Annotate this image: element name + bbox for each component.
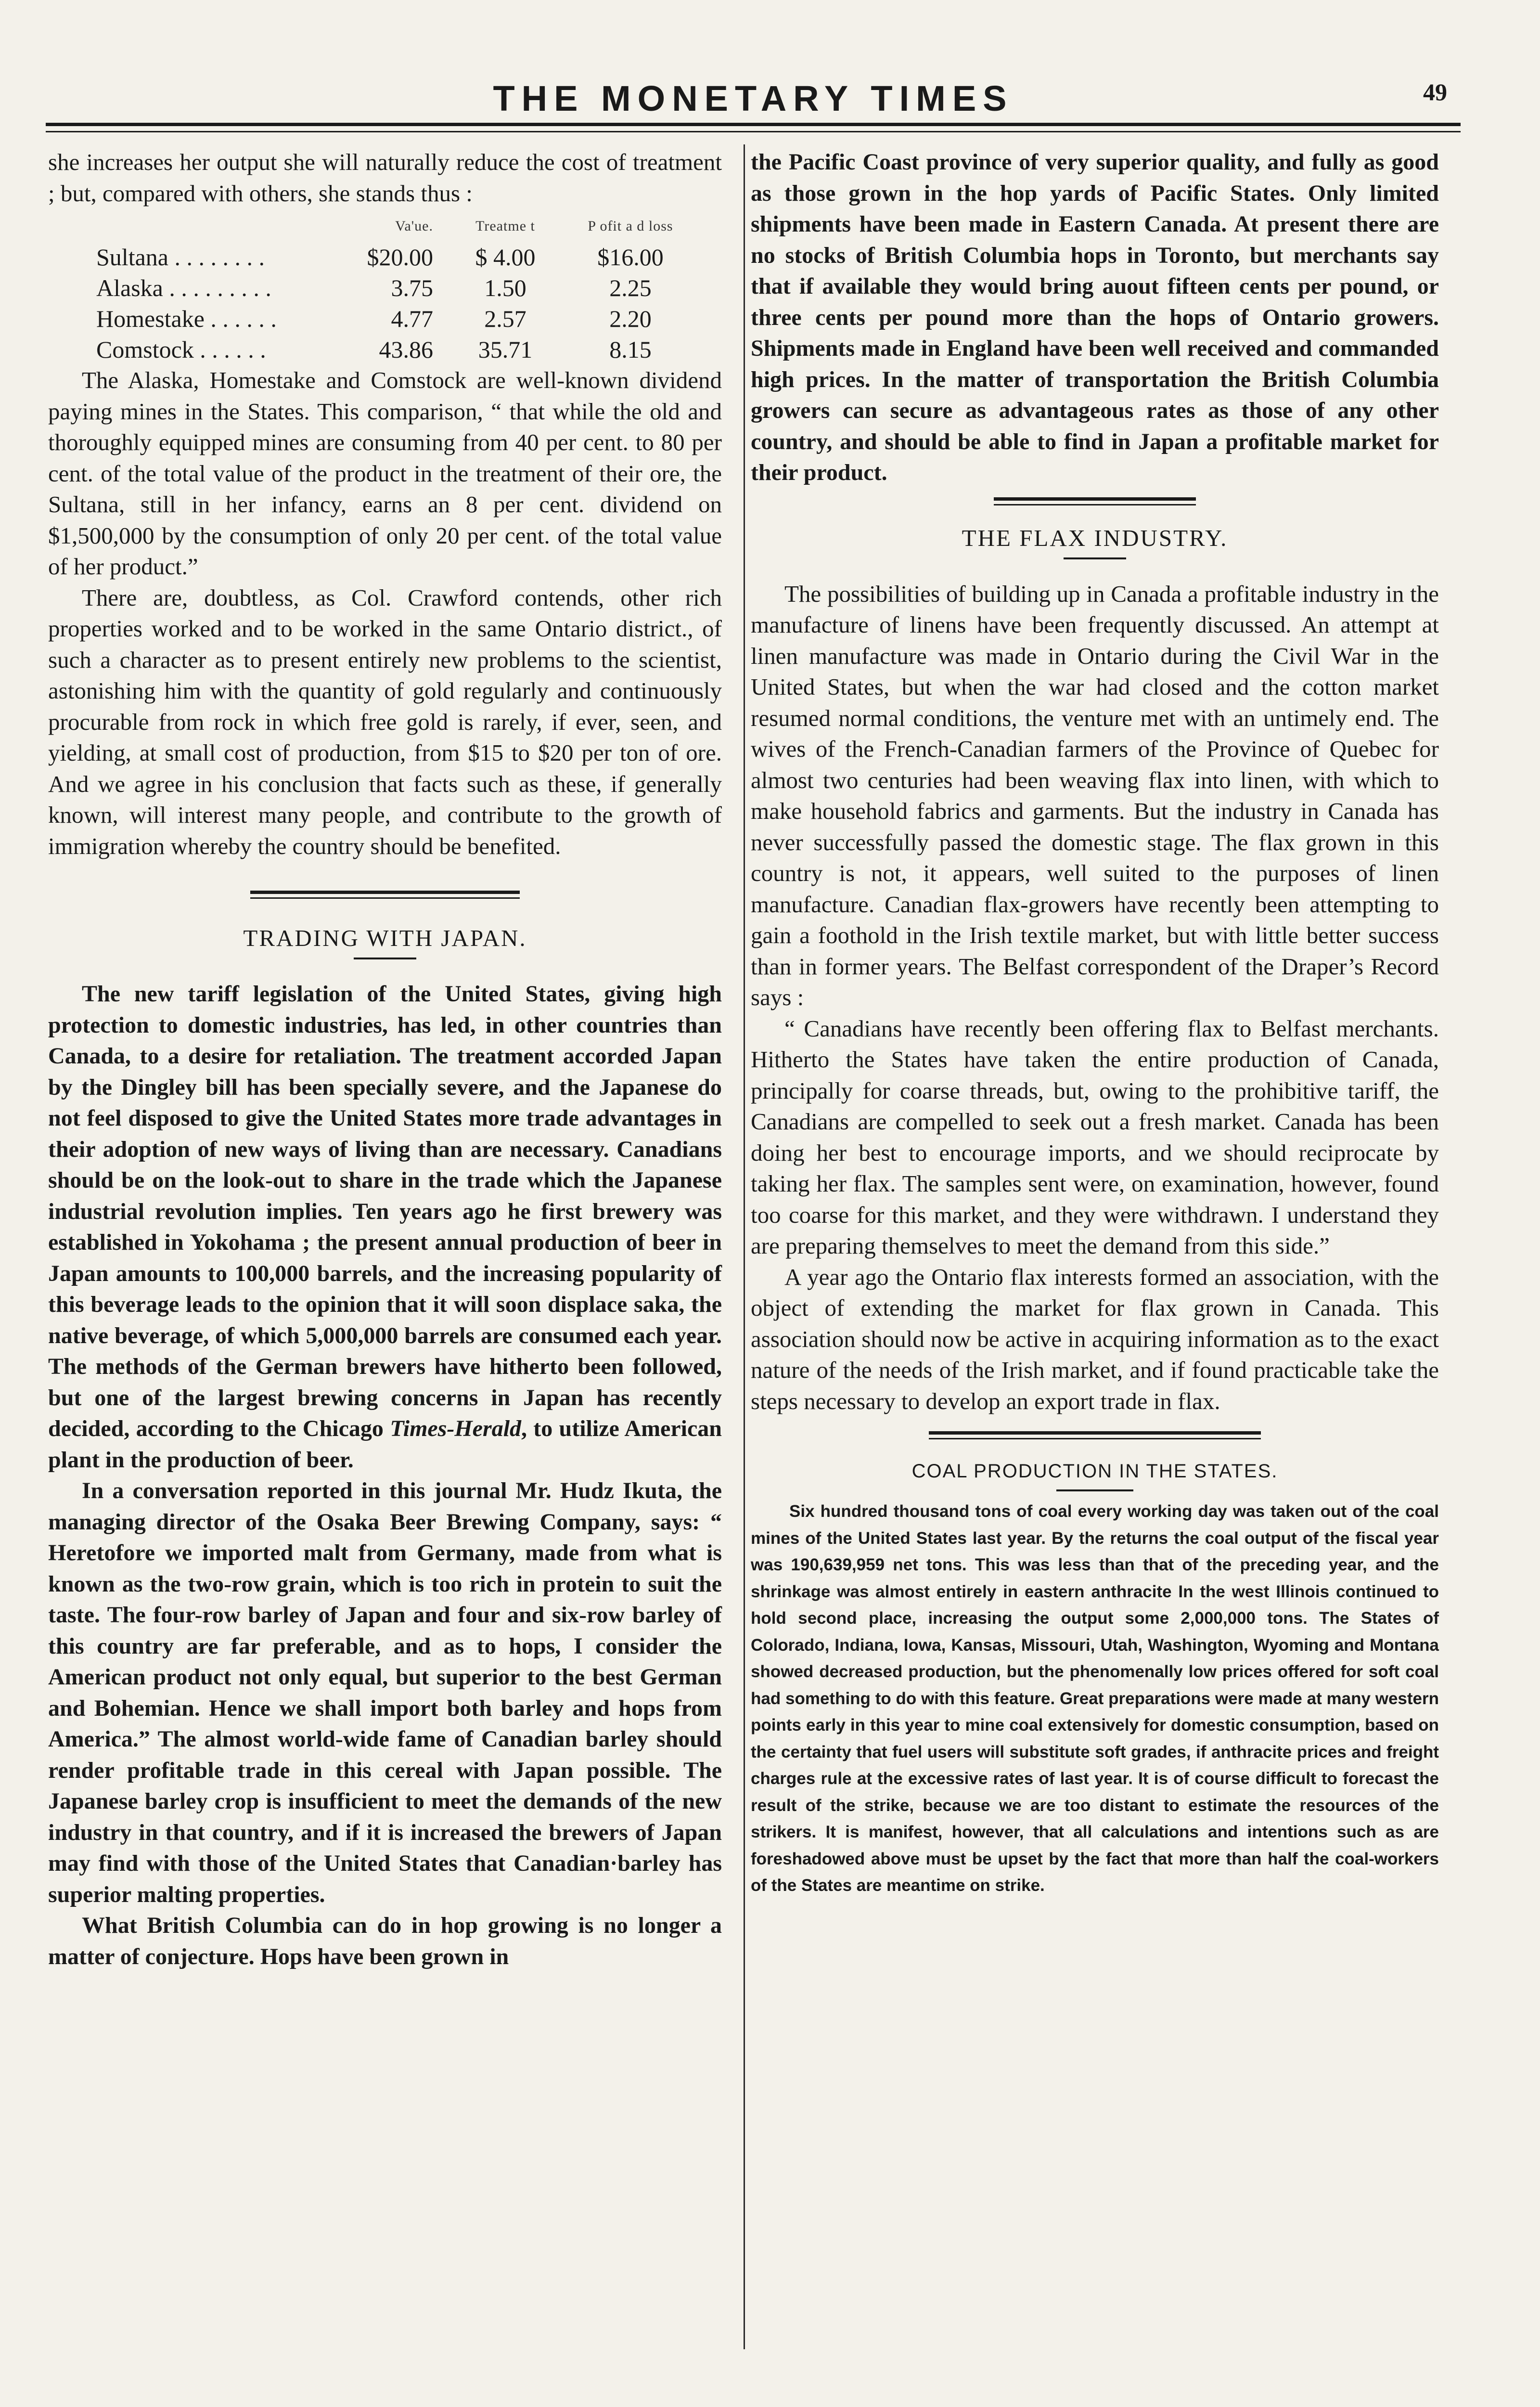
section-divider <box>994 497 1196 505</box>
coal-paragraph: Six hundred thousand tons of coal every working day was taken out of the coal mines of the United States last year. By the returns the coal output of the fiscal year was 190,639,959 net tons. This was less than that of the preceding year, and the shrinkage was almost entirely in eastern anthracite In the west Illinois continued to hold second place, increasing the output some 2,000,000 tons. The States of Colorado, Indiana, Iowa, Kansas, Missouri, Utah, Washington, Wyoming and Montana showed decreased production, but the phenomenally low prices offered for soft coal had something to do with this feature. Great preparations were made at many western points early in this year to mine coal extensively for domestic consumption, based on the certainty that fuel users will substitute soft grades, if anthracite prices and freight charges rule at the excessive rates of last year. It is of course difficult to forecast the result of the strike, because we are too distant to estimate the resources of the strikers. It is manifest, however, that all calculations and intentions such as are foreshadowed above must be upset by the fact that more than half the coal-workers of the States are meantime on strike. <box>751 1502 1439 1895</box>
column-divider <box>744 144 745 2349</box>
section-title-flax: THE FLAX INDUSTRY. <box>962 524 1228 551</box>
japan-paragraph-3: What British Columbia can do in hop growing is no longer a matter of conjecture. Hops have been grown in <box>48 1913 722 1969</box>
mine-profit: $16.00 <box>597 244 664 271</box>
mine-value: 43.86 <box>379 336 433 363</box>
table-row <box>96 272 693 303</box>
section-divider <box>250 891 520 899</box>
mine-name: Sultana . . . . . . . . <box>96 244 265 271</box>
page-number: 49 <box>1423 78 1447 105</box>
mine-treatment: 35.71 <box>478 336 533 363</box>
right-column <box>751 147 1439 1899</box>
mine-treatment: $ 4.00 <box>475 244 536 271</box>
title-underline <box>1056 1489 1133 1491</box>
table-row <box>96 303 693 334</box>
section-divider <box>929 1431 1261 1439</box>
flax-quote: “ Canadians have recently been offering flax to Belfast merchants. Hitherto the States have taken the entire production of Canada, principally for coarse threads, but, owing to the prohibitive tariff, the Canadians are compelled to seek out a fresh market. Canada has been doing her best to encourage imports, and we should reciprocate by taking her flax. The samples sent were, on examination, however, found too coarse for this market, and they were withdrawn. I understand they are preparing themselves to meet the demand from this side.” <box>751 1015 1439 1259</box>
japan-paragraph-2: In a conversation reported in this journal Mr. Hudz Ikuta, the managing director of the Osaka Beer Brewing Company, says: “ Heretofore we imported malt from Germany, made from what is known as the two-row grain, which is too rich in protein to suit the taste. The four-row barley of Japan and four and six-row barley of this country are far preferable, and as to hops, I consider the American product not only equal, but superior to the best German and Bohemian. Hence we shall import both barley and hops from America.” The almost world-wide fame of Canadian barley should render profitable trade in this cereal with Japan possible. The Japanese barley crop is insufficient to meet the demands of the new industry in that country, and if it is increased the brewers of Japan may find with those of the United States that Canadian·barley has superior malting properties. <box>48 1478 722 1907</box>
mine-profit: 2.25 <box>609 274 652 301</box>
flax-paragraph-1: The possibilities of building up in Canada a profitable industry in the manufacture of linens have been frequently discussed. An attempt at linen manufacture was made in Ontario during the Civil War in the United States, but when the war had closed and the cotton market resumed normal conditions, the venture met with an untimely end. The wives of the French-Canadian farmers of the Province of Quebec for almost two centuries had been weaving flax into linen, with which to make household fabrics and garments. But the industry in Canada has never successfully passed the domestic stage. The flax grown in this country is not, it appears, well suited to the purposes of linen manufacture. Canadian flax-growers have recently been attempting to gain a foothold in the Irish textile market, but with little better success than in former years. The Belfast correspondent of the Draper’s Record says : <box>751 580 1439 1010</box>
header-rule-thin <box>46 131 1461 132</box>
mine-value: 4.77 <box>391 305 433 332</box>
table-header-value: Va'ue. <box>395 218 433 234</box>
japan-paragraph-1: The new tariff legislation of the United States, giving high protection to domestic industries, has led, in other countries than Canada, to a desire for retaliation. The treatment accorded Japan by the Dingley bill has been specially severe, and the Japanese do not feel disposed to give the United States more trade advantages in their adoption of new ways of living than are necessary. Canadians should be on the look-out to share in the trade which the Japanese industrial revolution implies. Ten years ago he first brewery was established in Yokohama ; the present annual production of beer in Japan amounts to 100,000 barrels, and the increasing popularity of this beverage leads to the opinion that it will soon displace saka, the native beverage, of which 5,000,000 barrels are consumed each year. The methods of the German brewers have hitherto been followed, but one of the largest brewing concerns in Japan has recently decided, according to the Chicago Times-Herald, to utilize American plant in the production of beer. <box>48 981 722 1473</box>
flax-paragraph-2: A year ago the Ontario flax interests formed an association, with the object of extending the market for flax grown in Canada. This association should now be active in acquiring information as to the exact nature of the needs of the Irish market, and if found practicable take the steps necessary to develop an export trade in flax. <box>751 1263 1439 1414</box>
title-underline <box>354 958 416 959</box>
title-underline <box>1064 557 1126 559</box>
mining-cost-table <box>96 211 693 365</box>
mine-profit: 8.15 <box>609 336 652 363</box>
mine-treatment: 1.50 <box>484 274 526 301</box>
table-header-row <box>96 211 693 242</box>
section-title-coal: COAL PRODUCTION IN THE STATES. <box>911 1461 1278 1482</box>
section-title-japan: TRADING WITH JAPAN. <box>243 925 527 951</box>
header-rule-thick <box>46 123 1461 126</box>
newspaper-name: Times-Herald <box>390 1416 522 1441</box>
mine-value: $20.00 <box>367 244 433 271</box>
mine-value: 3.75 <box>391 274 433 301</box>
mining-paragraph-3: There are, doubtless, as Col. Crawford contends, other rich properties worked and to be worked in the same Ontario district., of such a character as to present entirely new problems to the scientist, astonishing him with the quantity of gold regularly and continuously procurable from rock in which free gold is rarely, if ever, seen, and yielding, at small cost of production, from $15 to $20 per ton of ore. And we agree in his conclusion that facts such as these, if generally known, will interest many people, and contribute to the growth of immigration whereby the country should be benefited. <box>48 584 722 859</box>
mine-name: Homestake . . . . . . <box>96 305 277 332</box>
mine-treatment: 2.57 <box>484 305 526 332</box>
table-header-profit: P ofit a d loss <box>588 218 673 234</box>
mining-paragraph-1: she increases her output she will naturally reduce the cost of treatment ; but, compared with others, she stands thus : <box>48 149 722 207</box>
left-column <box>48 147 722 1972</box>
masthead <box>46 72 1461 130</box>
mine-profit: 2.20 <box>609 305 652 332</box>
table-row <box>96 242 693 272</box>
table-row <box>96 334 693 365</box>
mining-paragraph-2: The Alaska, Homestake and Comstock are well-known dividend paying mines in the States. This comparison, “ that while the old and thoroughly equipped mines are consuming from 40 per cent. to 80 per cent. of the total value of the product in the treatment of their ore, the Sultana, still in her infancy, earns an 8 per cent. dividend on $1,500,000 by the consumption of only 20 per cent. of the total value of her product.” <box>48 367 722 580</box>
newspaper-title: THE MONETARY TIMES <box>493 78 1014 118</box>
table-header-treatment: Treatme t <box>475 218 535 234</box>
mine-name: Alaska . . . . . . . . . <box>96 274 271 301</box>
hops-paragraph: the Pacific Coast province of very superior quality, and fully as good as those grown in the hop yards of Pacific States. Only limited shipments have been made in Eastern Canada. At present there are no stocks of British Columbia hops in Toronto, but merchants say that if available they would bring auout fifteen cents per pound, or three cents per pound more than the hops of Ontario growers. Shipments made in England have been well received and commanded high prices. In the matter of transportation the British Columbia growers can secure as advantageous rates as those of any other country, and should be able to find in Japan a profitable market for their product. <box>751 149 1439 485</box>
mine-name: Comstock . . . . . . <box>96 336 266 363</box>
